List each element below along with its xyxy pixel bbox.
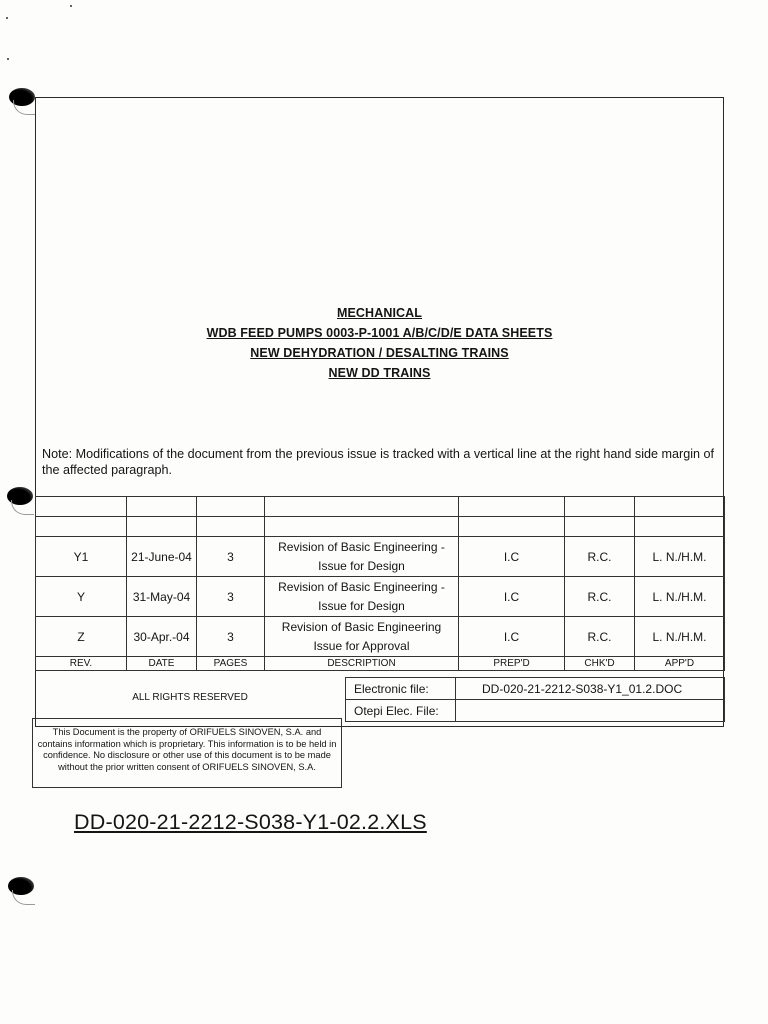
appd-cell: L. N./H.M. [635, 577, 725, 617]
punch-hole-curl-top [13, 100, 36, 115]
title-line: NEW DEHYDRATION / DESALTING TRAINS [250, 346, 509, 360]
document-title [35, 303, 724, 383]
table-row [36, 537, 725, 577]
rev-cell: Z [36, 617, 127, 657]
table-row [36, 577, 725, 617]
description-cell [265, 617, 459, 657]
chkd-cell: R.C. [565, 537, 635, 577]
table-header-row [36, 657, 725, 671]
prepd-cell: I.C [459, 577, 565, 617]
pages-cell: 3 [197, 537, 265, 577]
electronic-file-label: Electronic file: [346, 678, 456, 700]
chkd-cell: R.C. [565, 577, 635, 617]
header-description: DESCRIPTION [265, 657, 459, 671]
date-cell: 31-May-04 [127, 577, 197, 617]
rev-cell: Y [36, 577, 127, 617]
description-line: Issue for Design [318, 558, 405, 573]
description-cell [265, 537, 459, 577]
pages-cell: 3 [197, 617, 265, 657]
otepi-file-label: Otepi Elec. File: [346, 700, 456, 722]
otepi-file-value [456, 700, 725, 722]
chkd-cell: R.C. [565, 617, 635, 657]
description-line: Issue for Design [318, 598, 405, 613]
appd-cell: L. N./H.M. [635, 537, 725, 577]
title-line: MECHANICAL [336, 306, 423, 320]
property-notice: This Document is the property of ORIFUELS SINOVEN, S.A. and contains information which is proprietary. This information is to be held in confidence. No disclosure or other use of this document is to be made without the prior written consent of ORIFUELS SINOVEN, S.A. [32, 718, 342, 788]
electronic-file-row [346, 678, 725, 700]
description-line: Revision of Basic Engineering [281, 619, 442, 634]
scan-speck [7, 58, 9, 60]
electronic-file-value: DD-020-21-2212-S038-Y1_01.2.DOC [456, 678, 725, 700]
date-cell: 21-June-04 [127, 537, 197, 577]
rights-reserved: ALL RIGHTS RESERVED [132, 691, 248, 703]
date-cell: 30-Apr.-04 [127, 617, 197, 657]
table-row [36, 617, 725, 657]
prepd-cell: I.C [459, 537, 565, 577]
description-line: Revision of Basic Engineering - [278, 579, 445, 594]
header-date: DATE [127, 657, 197, 671]
header-chkd: CHK'D [565, 657, 635, 671]
header-rev: REV. [36, 657, 127, 671]
pages-cell: 3 [197, 577, 265, 617]
otepi-file-row [346, 700, 725, 722]
prepd-cell: I.C [459, 617, 565, 657]
punch-hole-curl-bottom [12, 890, 35, 905]
description-line: Revision of Basic Engineering - [278, 539, 445, 554]
table-row-blank [36, 497, 725, 517]
scan-speck [70, 5, 72, 7]
revision-note: Note: Modifications of the document from the previous issue is tracked with a vertical line at the right hand side margin of the affected paragraph. [42, 447, 715, 477]
header-pages: PAGES [197, 657, 265, 671]
rev-cell: Y1 [36, 537, 127, 577]
description-cell [265, 577, 459, 617]
table-row-blank [36, 517, 725, 537]
appd-cell: L. N./H.M. [635, 617, 725, 657]
scan-speck [6, 17, 8, 19]
spreadsheet-filename: DD-020-21-2212-S038-Y1-02.2.XLS [74, 810, 427, 834]
title-line: WDB FEED PUMPS 0003-P-1001 A/B/C/D/E DATA SHEETS [206, 326, 553, 340]
title-line: NEW DD TRAINS [328, 366, 431, 380]
punch-hole-curl-middle [11, 500, 34, 515]
header-appd: APP'D [635, 657, 725, 671]
description-line: Issue for Approval [313, 638, 410, 653]
header-prepd: PREP'D [459, 657, 565, 671]
file-reference-table [345, 677, 725, 722]
revision-table [35, 496, 725, 671]
